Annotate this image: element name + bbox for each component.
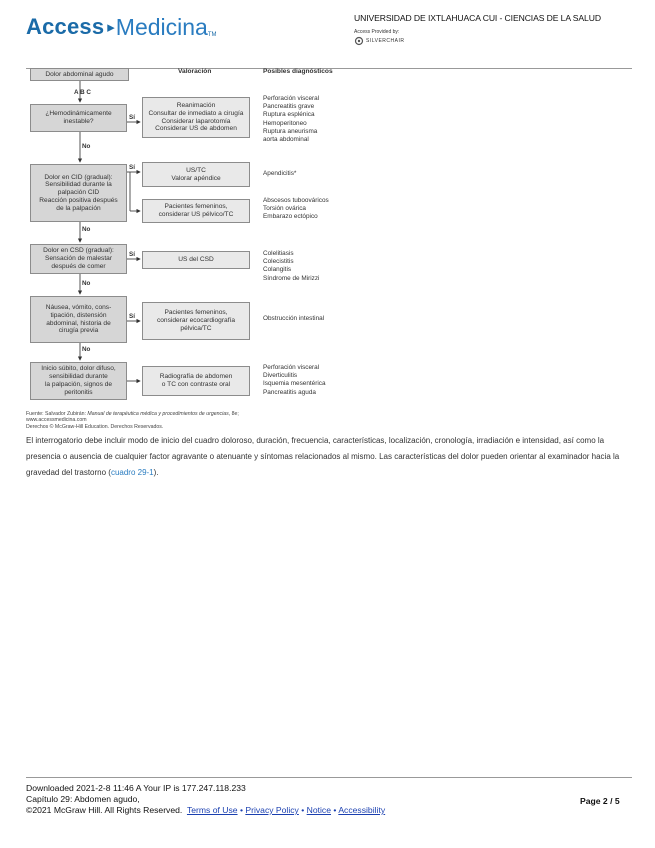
flowchart xyxy=(0,0,655,410)
cuadro-link[interactable]: cuadro 29-1 xyxy=(110,467,154,477)
mid-box-reanimacion: Reanimación Consultar de inmediato a cirugía Considerar laparotomía Considerar US de abdomen xyxy=(142,97,250,138)
diagnosis-list: Apendicitis* xyxy=(263,170,297,177)
caption-suffix: , 8e; xyxy=(228,411,239,417)
left-box-inicio-subito: Inicio súbito, dolor difuso, sensibilidad durante la palpación, signos de peritonitis xyxy=(30,362,127,400)
privacy-policy-link[interactable]: Privacy Policy xyxy=(245,805,299,815)
download-info: Downloaded 2021-2-8 11:46 A Your IP is 177.247.118.233 xyxy=(26,783,246,793)
caption-rights: Derechos © McGraw-Hill Education. Derechos Reservados. xyxy=(26,423,164,430)
yes-label: Sí xyxy=(129,313,135,320)
copyright-text: ©2021 McGraw Hill. All Rights Reserved. xyxy=(26,805,183,815)
no-label: No xyxy=(82,346,91,353)
figure-source-caption xyxy=(26,411,239,430)
left-box-dolor-cid: Dolor en CID (gradual): Sensibilidad durante la palpación CID Reacción positiva después de la palpación xyxy=(30,164,127,222)
logo-access-text: Access xyxy=(26,14,105,39)
yes-label: Sí xyxy=(129,164,135,171)
university-name: UNIVERSIDAD DE IXTLAHUACA CUI - CIENCIAS DE LA SALUD xyxy=(354,13,601,23)
separator: • xyxy=(239,805,243,815)
no-label: No xyxy=(82,226,91,233)
diagnosis-list: Perforación visceral Diverticulitis Isquemia mesentérica Pancreatitis aguda xyxy=(263,364,326,396)
footer-divider xyxy=(26,777,632,778)
no-label: No xyxy=(82,280,91,287)
diagnosis-list: Colelitiasis Colecistitis Colangitis Síndrome de Mirizzi xyxy=(263,250,320,282)
caption-website: www.accessmedicina.com xyxy=(26,417,87,424)
notice-link[interactable]: Notice xyxy=(306,805,331,815)
yes-label: Sí xyxy=(129,114,135,121)
paragraph-end: ). xyxy=(153,467,159,477)
chapter-title: Capítulo 29: Abdomen agudo, xyxy=(26,794,140,804)
footer xyxy=(26,783,385,816)
left-box-nausea: Náusea, vómito, cons- tipación, distensión abdominal, historia de cirugía previa xyxy=(30,296,127,343)
logo-medicina-text: Medicina xyxy=(115,13,208,40)
body-paragraph xyxy=(26,433,638,480)
mid-box-pacientes-femeninos-us: Pacientes femeninos, considerar US pélvico/TC xyxy=(142,199,250,223)
abc-label: A B C xyxy=(74,89,91,96)
top-box-dolor-abdominal: Dolor abdominal agudo xyxy=(30,68,129,81)
valoracion-header: Valoración xyxy=(178,68,212,75)
caption-book-title: Manual de terapéutica médica y procedimientos de urgencias xyxy=(87,411,229,417)
separator: • xyxy=(301,805,305,815)
accessibility-link[interactable]: Accessibility xyxy=(338,805,386,815)
left-box-dolor-csd: Dolor en CSD (gradual): Sensación de malestar después de comer xyxy=(30,244,127,274)
mid-box-radiografia: Radiografía de abdomen o TC con contraste oral xyxy=(142,366,250,396)
no-label: No xyxy=(82,143,91,150)
logo-arrow-icon: ▸ xyxy=(107,19,115,36)
caption-prefix: Fuente: Salvador Zubirán: xyxy=(26,411,88,417)
mid-box-us-tc: US/TC Valorar apéndice xyxy=(142,162,250,187)
left-box-hemodinamica: ¿Hemodinámicamente inestable? xyxy=(30,104,127,132)
provided-by-label: Access Provided by: xyxy=(354,29,400,35)
diagnosis-list: Abscesos tuboováricos Torsión ovárica Embarazo ectópico xyxy=(263,197,329,221)
page-number: Page 2 / 5 xyxy=(580,796,620,806)
diagnosticos-header: Posibles diagnósticos xyxy=(263,68,333,75)
logo-tm: TM xyxy=(207,32,217,38)
footer-rights-line xyxy=(26,805,385,816)
mid-box-pacientes-femeninos-eco: Pacientes femeninos, considerar ecocardiografía pélvica/TC xyxy=(142,302,250,340)
paragraph-text: El interrogatorio debe incluir modo de inicio del cuadro doloroso, duración, frecuencia, características, localización, cronología, irradiación e intensidad, así como la presencia o ausencia de cualquier factor agravante o atenuante y síntomas relacionados al mismo. Las características del dolor pueden orientar al examinador hacia la gravedad del trastorno ( xyxy=(26,436,620,477)
mid-box-us-csd: US del CSD xyxy=(142,251,250,269)
yes-label: Sí xyxy=(129,251,135,258)
diagnosis-list: Obstrucción intestinal xyxy=(263,315,325,322)
diagnosis-list: Perforación visceral Pancreatitis grave Ruptura esplénica Hemoperitoneo Ruptura aneurisma aorta abdominal xyxy=(263,95,320,143)
terms-of-use-link[interactable]: Terms of Use xyxy=(186,805,238,815)
silverchair-text: SILVERCHAIR xyxy=(366,38,405,44)
separator: • xyxy=(333,805,337,815)
